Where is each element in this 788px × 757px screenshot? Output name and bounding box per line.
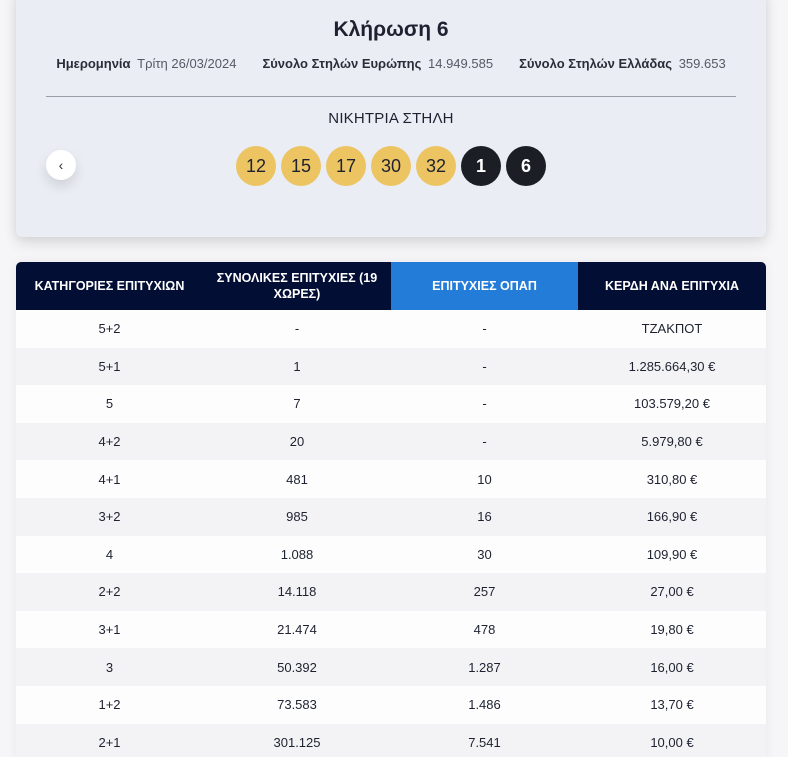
prize-cell: ΤΖΑΚΠΟΤ [578,310,766,348]
total-winners-cell: 73.583 [203,686,391,724]
category-cell: 3 [16,648,203,686]
chevron-left-icon: ‹ [58,157,64,173]
table-row [16,498,766,536]
table-row [16,536,766,574]
category-cell: 3+1 [16,611,203,649]
prize-cell: 19,80 € [578,611,766,649]
table-row [16,310,766,348]
opap-winners-cell: 30 [391,536,578,574]
table-row [16,385,766,423]
prize-cell: 103.579,20 € [578,385,766,423]
total-winners-cell: 481 [203,460,391,498]
prize-cell: 16,00 € [578,648,766,686]
table-row [16,573,766,611]
opap-winners-cell: - [391,385,578,423]
main-number-ball: 15 [281,146,321,186]
draw-card [16,0,766,237]
table-row [16,686,766,724]
total-winners-cell: 985 [203,498,391,536]
greece-total-label: Σύνολο Στηλών Ελλάδας [519,56,673,71]
europe-total-value: 14.949.585 [428,56,494,71]
divider [46,96,736,97]
table-header-row [16,262,766,310]
total-winners-cell: 1.088 [203,536,391,574]
category-cell: 4+2 [16,423,203,461]
category-cell: 2+2 [16,573,203,611]
prize-cell: 166,90 € [578,498,766,536]
opap-winners-cell: 257 [391,573,578,611]
draw-meta [16,56,766,71]
greece-total-value: 359.653 [678,56,726,71]
star-number-ball: 1 [461,146,501,186]
category-cell: 1+2 [16,686,203,724]
table-row [16,348,766,386]
main-number-ball: 12 [236,146,276,186]
total-winners-cell: 50.392 [203,648,391,686]
draw-title: Κλήρωση 6 [333,18,449,41]
total-winners-cell: 301.125 [203,724,391,757]
draw-date-value: Τρίτη 26/03/2024 [137,56,237,71]
star-number-ball: 6 [506,146,546,186]
prize-cell: 1.285.664,30 € [578,348,766,386]
winning-numbers [16,146,766,186]
table-row [16,648,766,686]
opap-winners-cell: 1.287 [391,648,578,686]
opap-winners-cell: - [391,310,578,348]
opap-winners-cell: 478 [391,611,578,649]
total-winners-cell: 20 [203,423,391,461]
winning-column-label: ΝΙΚΗΤΡΙΑ ΣΤΗΛΗ [328,110,454,127]
opap-winners-cell: - [391,348,578,386]
opap-winners-cell: - [391,423,578,461]
main-number-ball: 30 [371,146,411,186]
greece-total [519,56,726,71]
opap-winners-cell: 7.541 [391,724,578,757]
table-row [16,423,766,461]
total-winners-cell: 21.474 [203,611,391,649]
prize-breakdown-table [16,262,766,757]
category-cell: 5+1 [16,348,203,386]
header-total-winners: ΣΥΝΟΛΙΚΕΣ ΕΠΙΤΥΧΙΕΣ (19 ΧΩΡΕΣ) [203,262,391,310]
prize-cell: 13,70 € [578,686,766,724]
main-number-ball: 32 [416,146,456,186]
category-cell: 3+2 [16,498,203,536]
prize-cell: 10,00 € [578,724,766,757]
opap-winners-cell: 1.486 [391,686,578,724]
opap-winners-cell: 16 [391,498,578,536]
main-number-ball: 17 [326,146,366,186]
draw-date [56,56,236,71]
header-categories: ΚΑΤΗΓΟΡΙΕΣ ΕΠΙΤΥΧΙΩΝ [16,262,203,310]
total-winners-cell: 14.118 [203,573,391,611]
draw-date-label: Ημερομηνία [56,56,131,71]
prize-cell: 109,90 € [578,536,766,574]
table-row [16,460,766,498]
total-winners-cell: 7 [203,385,391,423]
opap-winners-cell: 10 [391,460,578,498]
europe-total [262,56,493,71]
prize-cell: 27,00 € [578,573,766,611]
table-row [16,724,766,757]
total-winners-cell: - [203,310,391,348]
category-cell: 5 [16,385,203,423]
category-cell: 5+2 [16,310,203,348]
total-winners-cell: 1 [203,348,391,386]
category-cell: 4+1 [16,460,203,498]
header-opap-winners: ΕΠΙΤΥΧΙΕΣ ΟΠΑΠ [391,262,578,310]
header-prize-per-winner: ΚΕΡΔΗ ΑΝΑ ΕΠΙΤΥΧΙΑ [578,262,766,310]
prize-cell: 5.979,80 € [578,423,766,461]
category-cell: 2+1 [16,724,203,757]
europe-total-label: Σύνολο Στηλών Ευρώπης [262,56,422,71]
prize-cell: 310,80 € [578,460,766,498]
table-row [16,611,766,649]
category-cell: 4 [16,536,203,574]
